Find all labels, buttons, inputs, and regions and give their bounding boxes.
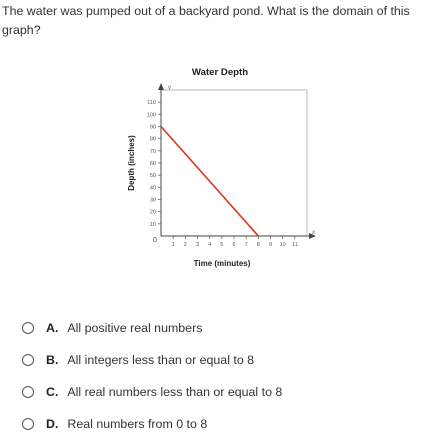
- y-axis-arrow: [158, 83, 164, 90]
- x-tick-label: 9: [268, 242, 273, 248]
- x-ticks: [172, 236, 298, 248]
- x-tick-label: 4: [208, 242, 212, 248]
- y-tick-label: 90: [149, 124, 156, 131]
- series-line: [161, 127, 258, 237]
- x-tick-label: 2: [183, 242, 187, 248]
- choice-text: All integers less than or equal to 8: [67, 353, 255, 367]
- radio-button-d[interactable]: [22, 418, 34, 430]
- y-tick-label: 80: [149, 136, 156, 143]
- answer-choices: [22, 312, 422, 440]
- data-series: [161, 127, 258, 237]
- x-tick-label: 11: [291, 242, 298, 248]
- y-tick-label: 60: [149, 161, 156, 167]
- y-tick-label: 40: [149, 185, 156, 192]
- y-tick-label: 70: [149, 148, 156, 155]
- x-tick-label: 10: [279, 242, 286, 248]
- x-tick-label: 8: [256, 242, 260, 248]
- x-tick-label: 5: [220, 242, 224, 248]
- choice-text: All positive real numbers: [67, 321, 203, 335]
- chart-title: Water Depth: [191, 67, 249, 78]
- choice-letter: D.: [46, 417, 59, 431]
- y-tick-label: 110: [147, 100, 156, 107]
- x-tick-label: 1: [171, 242, 175, 248]
- x-tick-label: 7: [244, 242, 248, 248]
- y-tick-label: 10: [149, 221, 156, 228]
- radio-button-c[interactable]: [22, 386, 34, 398]
- y-tick-label: 30: [149, 197, 156, 204]
- x-axis-label: Time (minutes): [193, 259, 251, 268]
- choice-letter: A.: [46, 321, 59, 335]
- x-axis-letter: x: [312, 230, 315, 236]
- choice-b[interactable]: [22, 344, 422, 376]
- choice-d[interactable]: [22, 408, 422, 440]
- radio-button-a[interactable]: [22, 322, 34, 334]
- y-tick-label: 20: [149, 209, 156, 216]
- y-tick-label: 50: [149, 173, 156, 180]
- y-axis-letter: y: [168, 85, 171, 91]
- y-axis-label: Depth (inches): [127, 135, 136, 191]
- origin-label: 0: [153, 237, 157, 244]
- choice-c[interactable]: [22, 376, 422, 408]
- x-tick-label: 3: [195, 242, 200, 248]
- choice-letter: C.: [46, 385, 59, 399]
- x-tick-label: 6: [232, 242, 236, 248]
- question-text: The water was pumped out of a backyard pond. What is the domain of this graph?: [2, 4, 410, 37]
- y-ticks: [147, 100, 161, 228]
- choice-text: All real numbers less than or equal to 8: [67, 385, 283, 399]
- y-tick-label: 100: [146, 112, 156, 119]
- choice-letter: B.: [46, 353, 59, 367]
- plot-frame: [161, 90, 307, 236]
- radio-button-b[interactable]: [22, 354, 34, 366]
- choice-text: Real numbers from 0 to 8: [67, 417, 208, 431]
- choice-a[interactable]: [22, 312, 422, 344]
